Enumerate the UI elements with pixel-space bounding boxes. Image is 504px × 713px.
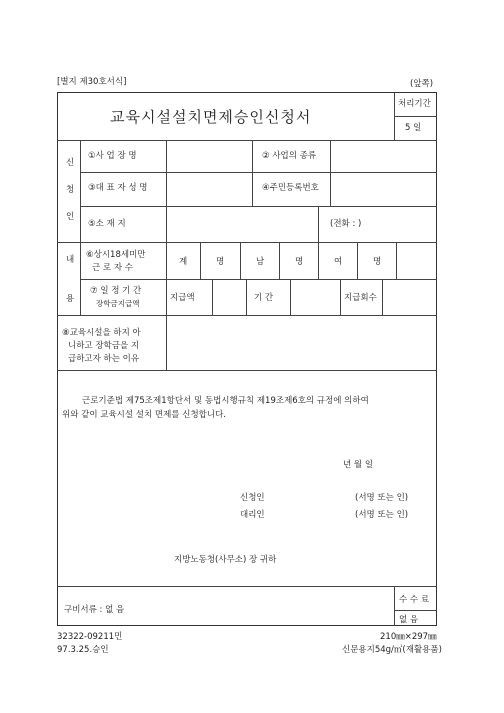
applicant-signature-note: (서명 또는 인) [355, 493, 409, 503]
divider [200, 242, 201, 279]
period-label: 기 간 [254, 293, 274, 303]
reason-field[interactable] [168, 317, 435, 368]
divider [279, 242, 280, 279]
divider [394, 610, 437, 611]
page-side-label: (앞쪽) [410, 79, 434, 89]
divider [340, 279, 341, 315]
divider [212, 279, 213, 315]
fee-value: 없 음 [399, 615, 419, 625]
divider [166, 140, 167, 370]
period-field[interactable] [292, 281, 338, 313]
divider [246, 279, 247, 315]
applicant-group-char-3: 인 [66, 212, 75, 222]
scholarship-label-line2: 장학금지급액 [96, 299, 140, 308]
payment-count-label: 지급회수 [344, 293, 377, 303]
divider [394, 116, 437, 117]
amount-label: 지급액 [170, 293, 195, 303]
workers-male-unit: 명 [295, 257, 304, 267]
divider [394, 586, 395, 626]
divider [318, 206, 319, 242]
divider [80, 140, 81, 315]
form-code: 32322-09211민 [57, 632, 123, 642]
divider [330, 140, 331, 206]
divider [57, 586, 437, 587]
business-name-field[interactable] [168, 142, 250, 170]
address-field[interactable] [168, 208, 316, 240]
phone-label: (전화 : ) [330, 219, 362, 229]
declaration-line2: 위와 같이 교육시설 설치 면제를 신청합니다. [62, 410, 227, 420]
processing-period-label: 처리기간 [398, 99, 431, 109]
applicant-group-char-2: 청 [66, 185, 75, 195]
divider [252, 140, 253, 206]
business-type-label: ② 사업의 종류 [262, 151, 317, 161]
agent-signature-label: 대리인 [240, 510, 265, 520]
address-label: ⑤소 재 지 [88, 219, 126, 229]
divider [357, 242, 358, 279]
applicant-signature-label: 신청인 [240, 493, 265, 503]
workers-total-unit: 명 [216, 257, 225, 267]
declaration-line1: 근로기준법 제75조제1항단서 및 동법시행규칙 제19조제6호의 규정에 의하여 [82, 396, 369, 406]
resident-number-field[interactable] [332, 174, 435, 204]
workers-label-line2: 근 로 자 수 [92, 263, 133, 273]
processing-period-value: 5 일 [405, 123, 422, 133]
agent-signature-note: (서명 또는 인) [355, 510, 409, 520]
divider [57, 315, 437, 316]
scholarship-label-line1: ⑦ 일 정 기 간 [90, 286, 142, 296]
representative-field[interactable] [168, 174, 250, 204]
divider [57, 242, 437, 243]
divider [318, 242, 319, 279]
representative-label: ③대 표 자 성 명 [88, 183, 148, 193]
divider [80, 172, 437, 173]
workers-total-label: 계 [179, 257, 188, 267]
content-group-char-2: 용 [66, 294, 75, 304]
business-type-field[interactable] [332, 142, 435, 170]
content-group-char-1: 내 [66, 255, 75, 265]
workers-female-label: 여 [334, 257, 343, 267]
divider [57, 370, 437, 371]
divider [80, 206, 437, 207]
paper-type: 신문용지54g/㎡(재활용품) [342, 645, 442, 655]
form-number: [별지 제30호서식] [57, 77, 127, 87]
business-name-label: ①사 업 장 명 [88, 151, 137, 161]
form-title: 교육시설설치면제승인신청서 [110, 108, 312, 126]
addressee: 지방노동청(사무소) 장 귀하 [174, 555, 277, 565]
reason-label-line1: ⑧교육시설을 하지 아 [62, 328, 141, 338]
applicant-group-char-1: 신 [66, 158, 75, 168]
divider [382, 279, 383, 315]
workers-label-line1: ⑥상시18세미만 [86, 250, 146, 260]
reason-label-line2: 니하고 장학금을 지 [68, 341, 140, 351]
fee-label: 수 수 료 [399, 595, 430, 605]
divider [290, 279, 291, 315]
divider [80, 279, 437, 280]
workers-male-label: 남 [256, 257, 265, 267]
amount-field[interactable] [214, 281, 244, 313]
divider [396, 242, 397, 279]
date-line: 년 월 일 [343, 460, 374, 470]
approval-date: 97.3.25.승인 [57, 645, 109, 655]
paper-size: 210㎜×297㎜ [380, 632, 437, 642]
divider [57, 140, 437, 141]
reason-label-line3: 급하고자 하는 이유 [68, 354, 140, 364]
workers-female-unit: 명 [373, 257, 382, 267]
required-documents: 구비서류 : 없 음 [64, 605, 125, 615]
resident-number-label: ④주민등록번호 [262, 183, 319, 193]
divider [240, 242, 241, 279]
payment-count-field[interactable] [384, 281, 435, 313]
